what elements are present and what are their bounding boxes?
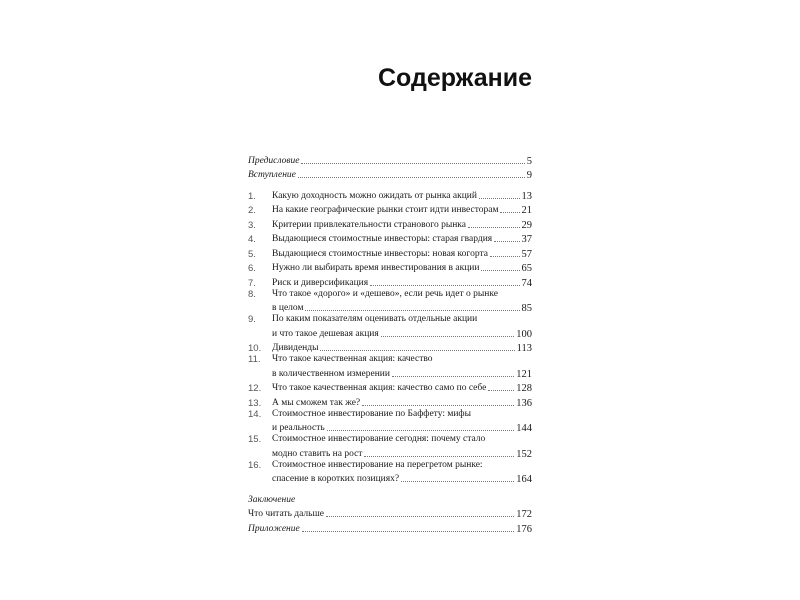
toc-page-number: 172 <box>516 509 532 520</box>
toc-entry-label: Приложение <box>248 523 300 534</box>
toc-page-number: 9 <box>526 170 532 181</box>
dot-leader <box>490 256 520 257</box>
dot-leader <box>392 376 514 377</box>
dot-leader <box>362 405 514 406</box>
chapter-number: 9. <box>248 314 256 325</box>
chapter-number: 13. <box>248 397 262 409</box>
chapter-number: 15. <box>248 434 262 445</box>
chapter-title: Что такое качественная акция: качество само по себе <box>272 383 487 393</box>
toc-entry-line <box>248 314 532 325</box>
table-of-contents <box>248 152 532 535</box>
chapter-title-continued: в целом <box>272 303 304 313</box>
toc-entry[interactable] <box>248 420 532 435</box>
toc-page-number: 121 <box>516 368 532 380</box>
toc-entry[interactable] <box>248 187 532 202</box>
toc-entry[interactable] <box>248 231 532 246</box>
chapter-title: Какую доходность можно ожидать от рынка акций <box>272 190 477 201</box>
toc-page-number: 57 <box>521 248 532 260</box>
chapter-number: 7. <box>248 277 256 289</box>
toc-page-number: 13 <box>521 190 532 202</box>
chapter-title: Нужно ли выбирать время инвестирования в акции <box>272 263 480 273</box>
chapter-title-continued: и реальность <box>272 423 325 433</box>
toc-entry-line <box>248 354 532 365</box>
toc-page-number: 74 <box>521 277 532 289</box>
chapter-number: 2. <box>248 205 256 216</box>
toc-entry-line <box>248 289 532 300</box>
toc-entry[interactable] <box>248 216 532 231</box>
dot-leader <box>320 350 514 351</box>
chapter-title: Риск и диверсификация <box>272 277 369 288</box>
chapter-title-continued: модно ставить на рост <box>272 448 363 459</box>
toc-entry[interactable] <box>248 394 532 409</box>
toc-entry[interactable] <box>248 340 532 355</box>
toc-entry[interactable] <box>248 202 532 217</box>
chapter-number: 3. <box>248 219 256 231</box>
toc-page-number: 37 <box>521 234 532 245</box>
toc-entry[interactable] <box>248 325 532 340</box>
toc-page-number: 176 <box>516 523 532 535</box>
chapter-title: Стоимостное инвестирование по Баффету: мифы <box>272 408 471 419</box>
toc-page-number: 65 <box>521 263 532 274</box>
toc-entry-further-reading[interactable] <box>248 506 532 521</box>
chapter-title: Критерии привлекательности странового рынка <box>272 219 466 230</box>
dot-leader <box>381 336 515 337</box>
toc-entry[interactable] <box>248 274 532 289</box>
chapter-number: 8. <box>248 288 256 300</box>
dot-leader <box>298 177 525 178</box>
chapter-list <box>248 187 532 485</box>
chapter-title-continued: и что такое дешевая акция <box>272 328 379 339</box>
toc-entry[interactable] <box>248 365 532 380</box>
dot-leader <box>481 270 519 271</box>
toc-entry-label: Что читать дальше <box>248 509 325 519</box>
toc-entry[interactable] <box>248 245 532 260</box>
dot-leader <box>301 163 524 164</box>
toc-entry-introduction[interactable] <box>248 167 532 182</box>
toc-entry-appendix[interactable] <box>248 520 532 535</box>
dot-leader <box>327 430 515 431</box>
chapter-number: 14. <box>248 408 262 420</box>
dot-leader <box>364 456 514 457</box>
chapter-title: Выдающиеся стоимостные инвесторы: старая гвардия <box>272 234 493 244</box>
chapter-title: Что такое «дорого» и «дешево», если речь идет о рынке <box>272 288 498 299</box>
chapter-title-continued: спасение в коротких позициях? <box>272 474 400 484</box>
chapter-number: 1. <box>248 190 256 202</box>
chapter-number: 16. <box>248 459 262 471</box>
chapter-title-continued: в количественном измерении <box>272 368 390 379</box>
toc-page-number: 164 <box>516 474 532 485</box>
toc-page-number: 21 <box>521 205 532 216</box>
dot-leader <box>302 531 515 532</box>
chapter-title: Дивиденды <box>272 343 319 353</box>
dot-leader <box>468 227 520 228</box>
dot-leader <box>370 285 519 286</box>
toc-page-number: 29 <box>521 219 532 231</box>
chapter-title: А мы сможем так же? <box>272 397 361 408</box>
toc-page-number: 144 <box>516 423 532 434</box>
toc-page-number: 113 <box>516 343 532 354</box>
toc-page-number: 5 <box>526 155 532 167</box>
chapter-title: Выдающиеся стоимостные инвесторы: новая когорта <box>272 248 488 259</box>
chapter-number: 5. <box>248 248 256 260</box>
toc-page-number: 152 <box>516 448 532 460</box>
chapter-number: 10. <box>248 343 262 354</box>
toc-entry-line <box>248 409 532 420</box>
toc-entry[interactable] <box>248 445 532 460</box>
dot-leader <box>305 310 519 311</box>
page-title: Содержание <box>377 64 532 92</box>
toc-entry-label: Предисловие <box>248 155 300 166</box>
toc-section-label: Заключение <box>248 494 296 505</box>
toc-page-number: 136 <box>516 397 532 409</box>
chapter-number: 12. <box>248 383 262 394</box>
toc-entry[interactable] <box>248 300 532 315</box>
dot-leader <box>488 390 514 391</box>
chapter-number: 6. <box>248 263 256 274</box>
dot-leader <box>479 198 520 199</box>
chapter-number: 4. <box>248 234 256 245</box>
toc-entry[interactable] <box>248 380 532 395</box>
toc-entry-label: Вступление <box>248 170 296 180</box>
chapter-title: Стоимостное инвестирование сегодня: почему стало <box>272 434 486 444</box>
toc-entry-foreword[interactable] <box>248 152 532 167</box>
toc-entry[interactable] <box>248 471 532 486</box>
dot-leader <box>401 481 514 482</box>
dot-leader <box>500 212 519 213</box>
chapter-title: По каким показателям оценивать отдельные акции <box>272 314 478 324</box>
toc-page-number: 100 <box>516 328 532 340</box>
dot-leader <box>326 516 514 517</box>
toc-page-number: 85 <box>521 303 532 314</box>
toc-entry[interactable] <box>248 260 532 275</box>
dot-leader <box>494 241 519 242</box>
toc-page-number: 128 <box>516 383 532 394</box>
toc-section-conclusion <box>248 491 532 506</box>
chapter-number: 11. <box>248 354 261 365</box>
toc-entry-line <box>248 460 532 471</box>
chapter-title: Стоимостное инвестирование на перегретом рынке: <box>272 459 483 470</box>
chapter-title: Что такое качественная акция: качество <box>272 354 433 364</box>
toc-entry-line <box>248 434 532 445</box>
chapter-title: На какие географические рынки стоит идти инвесторам <box>272 205 499 215</box>
